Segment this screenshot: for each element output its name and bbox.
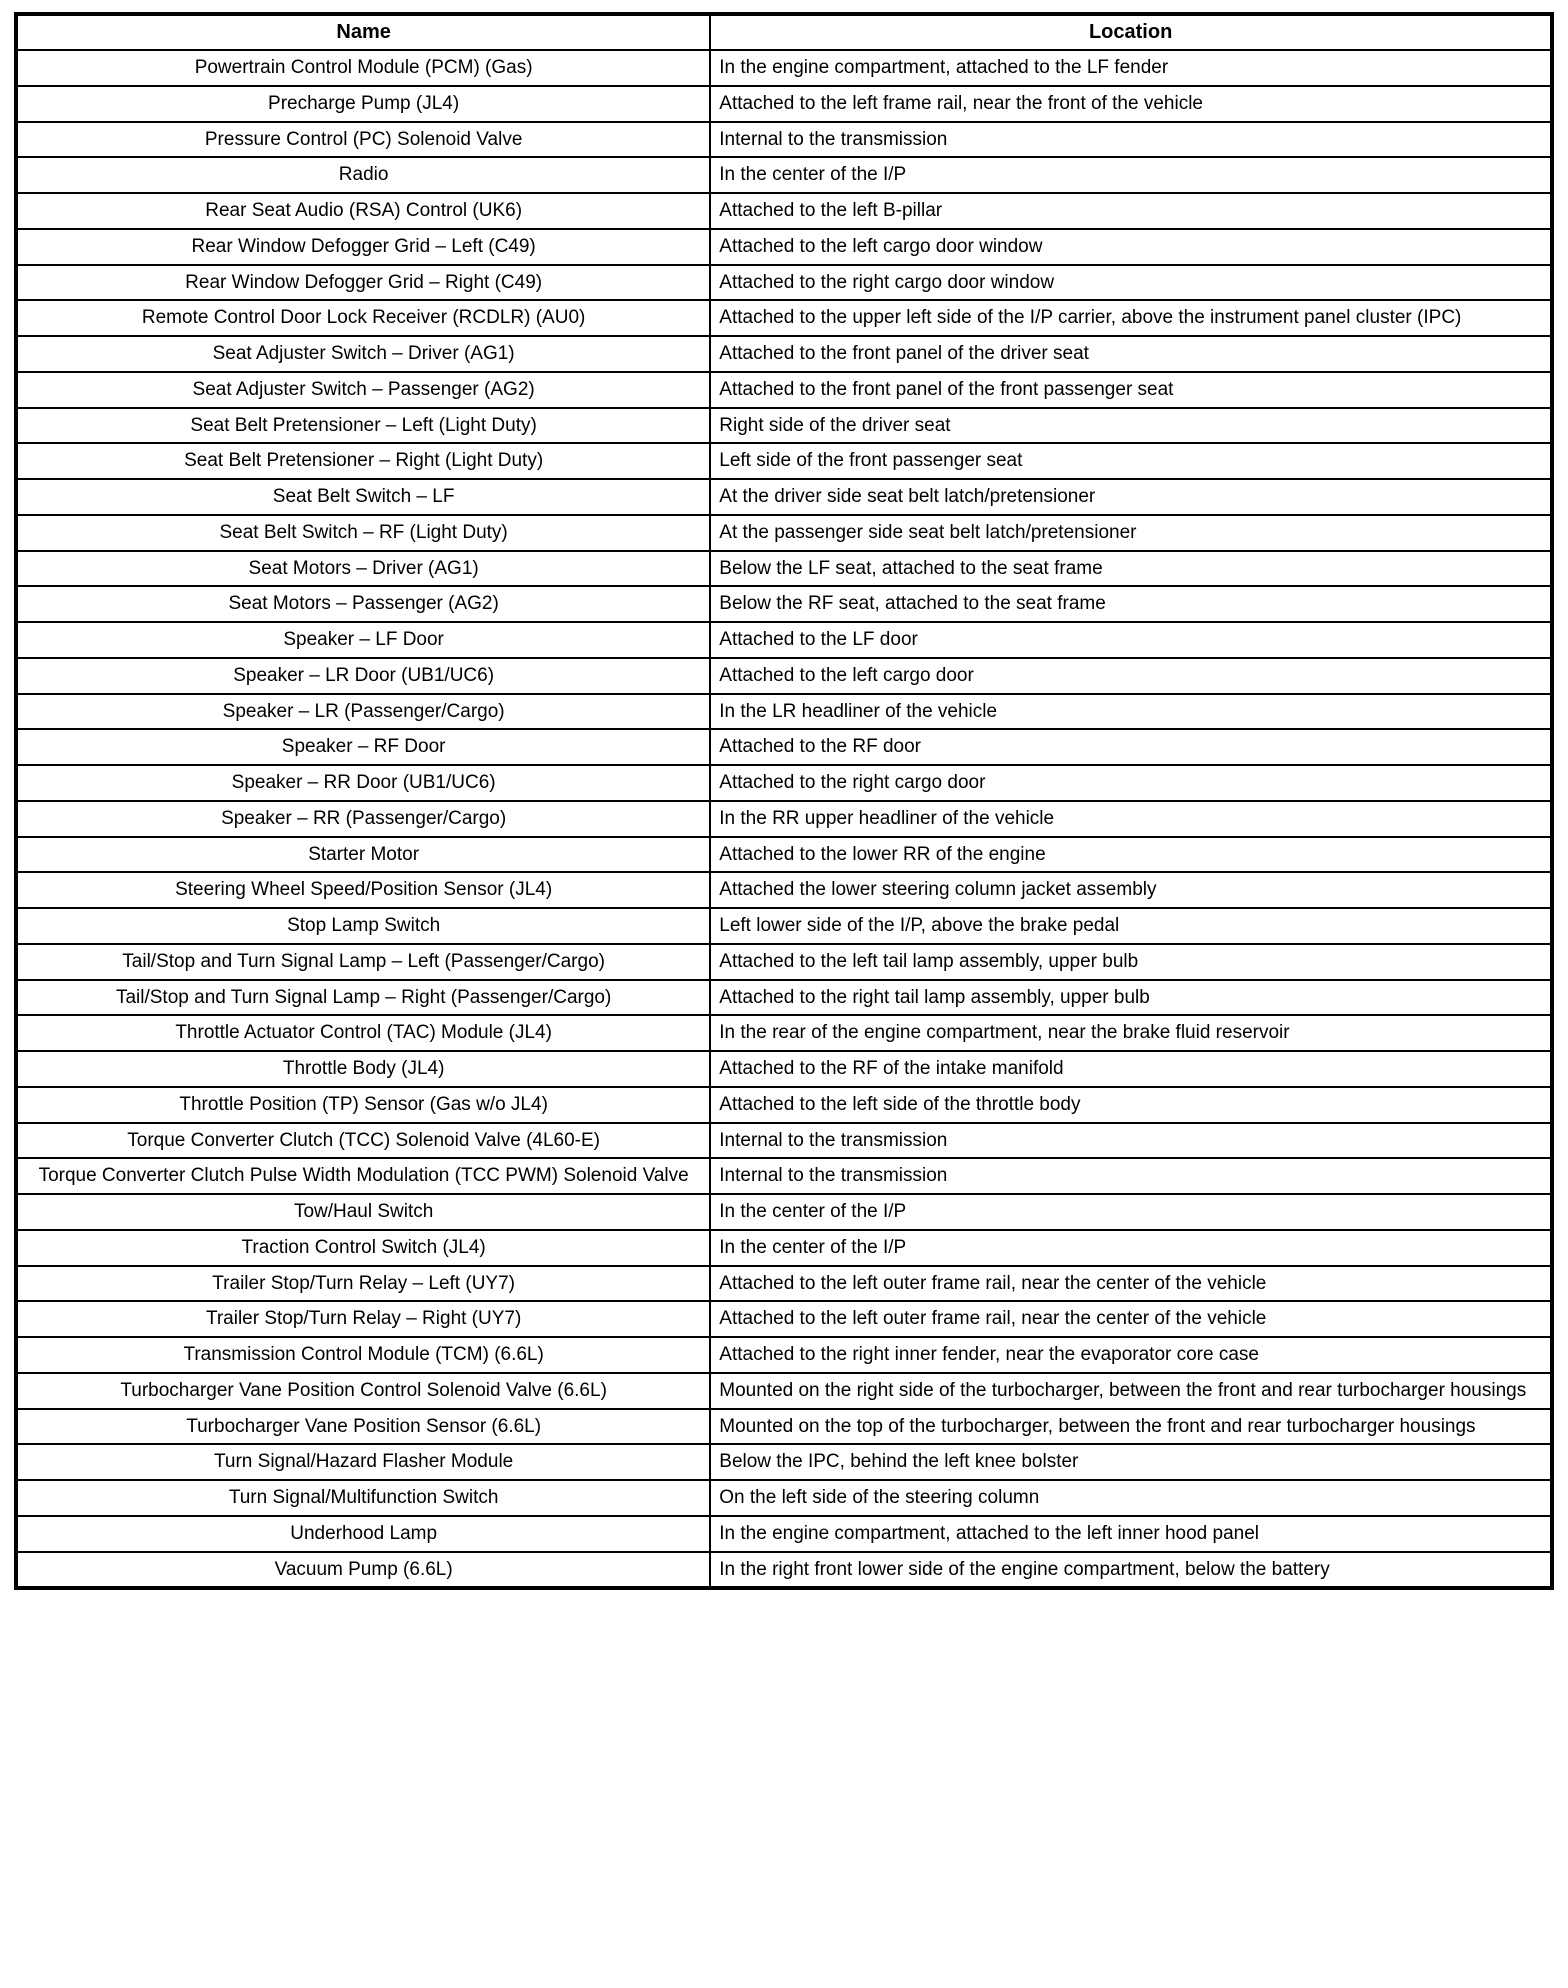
component-location: In the center of the I/P (710, 157, 1552, 193)
component-location: In the rear of the engine compartment, near the brake fluid reservoir (710, 1015, 1552, 1051)
component-location: Attached to the upper left side of the I/P carrier, above the instrument panel cluster (IPC) (710, 300, 1552, 336)
component-name: Traction Control Switch (JL4) (16, 1230, 710, 1266)
component-name: Speaker – LR (Passenger/Cargo) (16, 694, 710, 730)
component-location: Attached to the RF door (710, 729, 1552, 765)
component-name: Seat Motors – Passenger (AG2) (16, 586, 710, 622)
header-row (16, 14, 1552, 50)
component-location: In the engine compartment, attached to the LF fender (710, 50, 1552, 86)
table-row (16, 1158, 1552, 1194)
component-name: Rear Window Defogger Grid – Left (C49) (16, 229, 710, 265)
component-location: Below the IPC, behind the left knee bolster (710, 1444, 1552, 1480)
component-name: Seat Belt Pretensioner – Left (Light Duty) (16, 408, 710, 444)
component-location: Attached to the left cargo door window (710, 229, 1552, 265)
component-name: Steering Wheel Speed/Position Sensor (JL4) (16, 872, 710, 908)
component-location: At the driver side seat belt latch/pretensioner (710, 479, 1552, 515)
component-name: Throttle Actuator Control (TAC) Module (JL4) (16, 1015, 710, 1051)
component-name: Seat Belt Switch – LF (16, 479, 710, 515)
table-row (16, 729, 1552, 765)
table-row (16, 765, 1552, 801)
component-name: Remote Control Door Lock Receiver (RCDLR) (AU0) (16, 300, 710, 336)
table-row (16, 86, 1552, 122)
component-location: Attached to the left tail lamp assembly, upper bulb (710, 944, 1552, 980)
component-name: Seat Adjuster Switch – Driver (AG1) (16, 336, 710, 372)
table-row (16, 408, 1552, 444)
component-location: Attached to the left side of the throttle body (710, 1087, 1552, 1123)
component-name: Turbocharger Vane Position Sensor (6.6L) (16, 1409, 710, 1445)
component-location: In the center of the I/P (710, 1194, 1552, 1230)
component-location: Attached to the left B-pillar (710, 193, 1552, 229)
table-row (16, 479, 1552, 515)
table-row (16, 1194, 1552, 1230)
component-name: Throttle Position (TP) Sensor (Gas w/o JL4) (16, 1087, 710, 1123)
component-name: Seat Motors – Driver (AG1) (16, 551, 710, 587)
component-location: Mounted on the top of the turbocharger, between the front and rear turbocharger housings (710, 1409, 1552, 1445)
component-location: Attached to the LF door (710, 622, 1552, 658)
table-row (16, 157, 1552, 193)
table-row (16, 1051, 1552, 1087)
component-name: Pressure Control (PC) Solenoid Valve (16, 122, 710, 158)
table-row (16, 50, 1552, 86)
component-name: Seat Belt Pretensioner – Right (Light Duty) (16, 443, 710, 479)
table-row (16, 193, 1552, 229)
component-location: In the engine compartment, attached to the left inner hood panel (710, 1516, 1552, 1552)
component-name: Speaker – RR Door (UB1/UC6) (16, 765, 710, 801)
table-row (16, 1087, 1552, 1123)
component-location: Attached to the RF of the intake manifold (710, 1051, 1552, 1087)
table-row (16, 515, 1552, 551)
table-row (16, 122, 1552, 158)
table-row (16, 1301, 1552, 1337)
component-location: Left side of the front passenger seat (710, 443, 1552, 479)
table-row (16, 1373, 1552, 1409)
column-header-name: Name (16, 14, 710, 50)
component-name: Stop Lamp Switch (16, 908, 710, 944)
component-location: At the passenger side seat belt latch/pretensioner (710, 515, 1552, 551)
component-name: Torque Converter Clutch Pulse Width Modulation (TCC PWM) Solenoid Valve (16, 1158, 710, 1194)
component-location: In the RR upper headliner of the vehicle (710, 801, 1552, 837)
component-name: Powertrain Control Module (PCM) (Gas) (16, 50, 710, 86)
table-row (16, 336, 1552, 372)
component-name: Tail/Stop and Turn Signal Lamp – Right (Passenger/Cargo) (16, 980, 710, 1016)
component-name: Precharge Pump (JL4) (16, 86, 710, 122)
table-row (16, 1337, 1552, 1373)
component-name: Throttle Body (JL4) (16, 1051, 710, 1087)
component-name: Vacuum Pump (6.6L) (16, 1552, 710, 1589)
component-name: Tail/Stop and Turn Signal Lamp – Left (Passenger/Cargo) (16, 944, 710, 980)
component-location: Below the LF seat, attached to the seat frame (710, 551, 1552, 587)
component-location: Attached to the right cargo door (710, 765, 1552, 801)
table-row (16, 1552, 1552, 1589)
component-location: Attached to the left frame rail, near the front of the vehicle (710, 86, 1552, 122)
table-row (16, 837, 1552, 873)
table-row (16, 1123, 1552, 1159)
table-row (16, 1480, 1552, 1516)
component-name: Seat Belt Switch – RF (Light Duty) (16, 515, 710, 551)
component-name: Trailer Stop/Turn Relay – Left (UY7) (16, 1266, 710, 1302)
component-name: Turbocharger Vane Position Control Solenoid Valve (6.6L) (16, 1373, 710, 1409)
table-row (16, 443, 1552, 479)
component-location: Attached to the lower RR of the engine (710, 837, 1552, 873)
component-name: Starter Motor (16, 837, 710, 873)
table-row (16, 551, 1552, 587)
component-name: Seat Adjuster Switch – Passenger (AG2) (16, 372, 710, 408)
component-name: Radio (16, 157, 710, 193)
component-name: Transmission Control Module (TCM) (6.6L) (16, 1337, 710, 1373)
component-location: Attached to the front panel of the driver seat (710, 336, 1552, 372)
component-name: Speaker – LF Door (16, 622, 710, 658)
table-row (16, 872, 1552, 908)
component-location: Attached to the right inner fender, near the evaporator core case (710, 1337, 1552, 1373)
component-location-table (14, 12, 1554, 1590)
component-location: In the center of the I/P (710, 1230, 1552, 1266)
component-name: Rear Window Defogger Grid – Right (C49) (16, 265, 710, 301)
table-row (16, 801, 1552, 837)
component-name: Underhood Lamp (16, 1516, 710, 1552)
component-name: Turn Signal/Hazard Flasher Module (16, 1444, 710, 1480)
table-row (16, 980, 1552, 1016)
component-location: Attached to the left outer frame rail, near the center of the vehicle (710, 1301, 1552, 1337)
component-name: Trailer Stop/Turn Relay – Right (UY7) (16, 1301, 710, 1337)
component-location: In the right front lower side of the engine compartment, below the battery (710, 1552, 1552, 1589)
component-location: Attached to the left outer frame rail, near the center of the vehicle (710, 1266, 1552, 1302)
component-name: Torque Converter Clutch (TCC) Solenoid Valve (4L60-E) (16, 1123, 710, 1159)
table-row (16, 658, 1552, 694)
component-location: Below the RF seat, attached to the seat frame (710, 586, 1552, 622)
component-name: Speaker – RR (Passenger/Cargo) (16, 801, 710, 837)
table-row (16, 1444, 1552, 1480)
component-location: Attached to the front panel of the front passenger seat (710, 372, 1552, 408)
component-name: Rear Seat Audio (RSA) Control (UK6) (16, 193, 710, 229)
component-location: Right side of the driver seat (710, 408, 1552, 444)
component-location: Attached to the right tail lamp assembly, upper bulb (710, 980, 1552, 1016)
table-row (16, 300, 1552, 336)
component-location: In the LR headliner of the vehicle (710, 694, 1552, 730)
table-row (16, 1266, 1552, 1302)
table-row (16, 229, 1552, 265)
component-name: Speaker – RF Door (16, 729, 710, 765)
component-location: Internal to the transmission (710, 1158, 1552, 1194)
table-row (16, 586, 1552, 622)
table-row (16, 622, 1552, 658)
component-location: Internal to the transmission (710, 122, 1552, 158)
column-header-location: Location (710, 14, 1552, 50)
component-location: Left lower side of the I/P, above the brake pedal (710, 908, 1552, 944)
component-location: Attached to the right cargo door window (710, 265, 1552, 301)
component-name: Tow/Haul Switch (16, 1194, 710, 1230)
component-location: Internal to the transmission (710, 1123, 1552, 1159)
component-location: Mounted on the right side of the turbocharger, between the front and rear turbocharger housings (710, 1373, 1552, 1409)
table-row (16, 944, 1552, 980)
component-name: Speaker – LR Door (UB1/UC6) (16, 658, 710, 694)
table-row (16, 694, 1552, 730)
table-row (16, 1409, 1552, 1445)
table-row (16, 1015, 1552, 1051)
table-row (16, 372, 1552, 408)
component-location: Attached to the left cargo door (710, 658, 1552, 694)
component-name: Turn Signal/Multifunction Switch (16, 1480, 710, 1516)
table-row (16, 1230, 1552, 1266)
table-row (16, 1516, 1552, 1552)
table-row (16, 265, 1552, 301)
component-location: On the left side of the steering column (710, 1480, 1552, 1516)
table-row (16, 908, 1552, 944)
component-location: Attached the lower steering column jacket assembly (710, 872, 1552, 908)
